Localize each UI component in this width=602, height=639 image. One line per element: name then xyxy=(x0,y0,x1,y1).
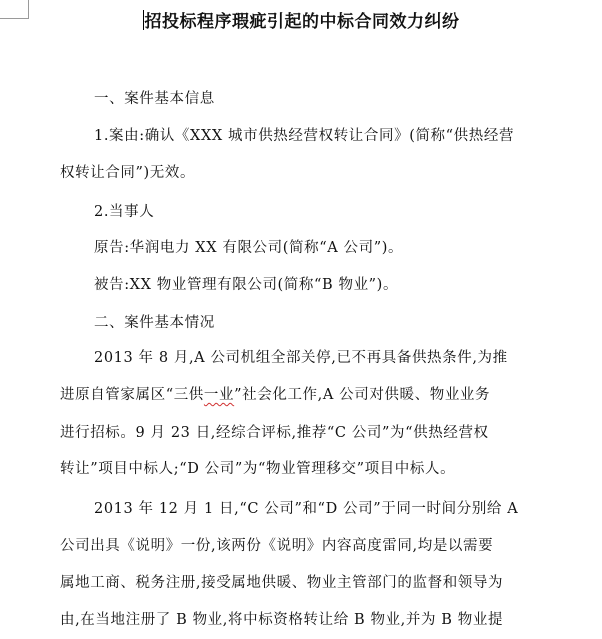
heading-case-facts: 二、案件基本情况 xyxy=(94,315,215,331)
facts-paragraph-1-line-2-start: 进原自管家属区“三供 xyxy=(60,387,204,403)
facts-paragraph-2-line-4: 由,在当地注册了 B 物业,将中标资格转让给 B 物业,并为 B 物业提 xyxy=(60,612,504,628)
cause-of-action-line-1: 1.案由:确认《XXX 城市供热经营权转让合同》(简称“供热经营 xyxy=(94,128,515,144)
facts-paragraph-2-line-2: 公司出具《说明》一份,该两份《说明》内容高度雷同,均是以需要 xyxy=(60,538,494,554)
heading-basic-info: 一、案件基本信息 xyxy=(94,91,215,107)
document-title[interactable] xyxy=(0,8,602,36)
facts-paragraph-1-line-4: 转让”项目中标人;“D 公司”为“物业管理移交”项目中标人。 xyxy=(60,461,456,477)
plaintiff-line: 原告:华润电力 XX 有限公司(简称“A 公司”)。 xyxy=(94,240,404,256)
defendant-line: 被告:XX 物业管理有限公司(简称“B 物业”)。 xyxy=(94,277,399,293)
facts-paragraph-1-line-3: 进行招标。9 月 23 日,经综合评标,推荐“C 公司”为“供热经营权 xyxy=(60,425,489,441)
facts-paragraph-1-line-2 xyxy=(60,383,490,407)
facts-paragraph-1-line-1: 2013 年 8 月,A 公司机组全部关停,已不再具备供热条件,为推 xyxy=(94,350,508,366)
facts-paragraph-1-line-2-end: ”社会化工作,A 公司对供暖、物业业务 xyxy=(234,387,491,403)
cause-of-action-line-2: 权转让合同”)无效。 xyxy=(60,165,196,181)
facts-paragraph-2-line-3: 属地工商、税务注册,接受属地供暖、物业主管部门的监督和领导为 xyxy=(60,575,504,591)
document-title-text: 招投标程序瑕疵引起的中标合同效力纠纷 xyxy=(144,12,460,32)
heading-parties: 2.当事人 xyxy=(94,204,155,220)
text-cursor xyxy=(143,10,144,30)
spellcheck-flagged-text: 一业 xyxy=(203,387,235,403)
facts-paragraph-2-line-1: 2013 年 12 月 1 日,“C 公司”和“D 公司”于同一时间分别给 A xyxy=(94,501,519,517)
